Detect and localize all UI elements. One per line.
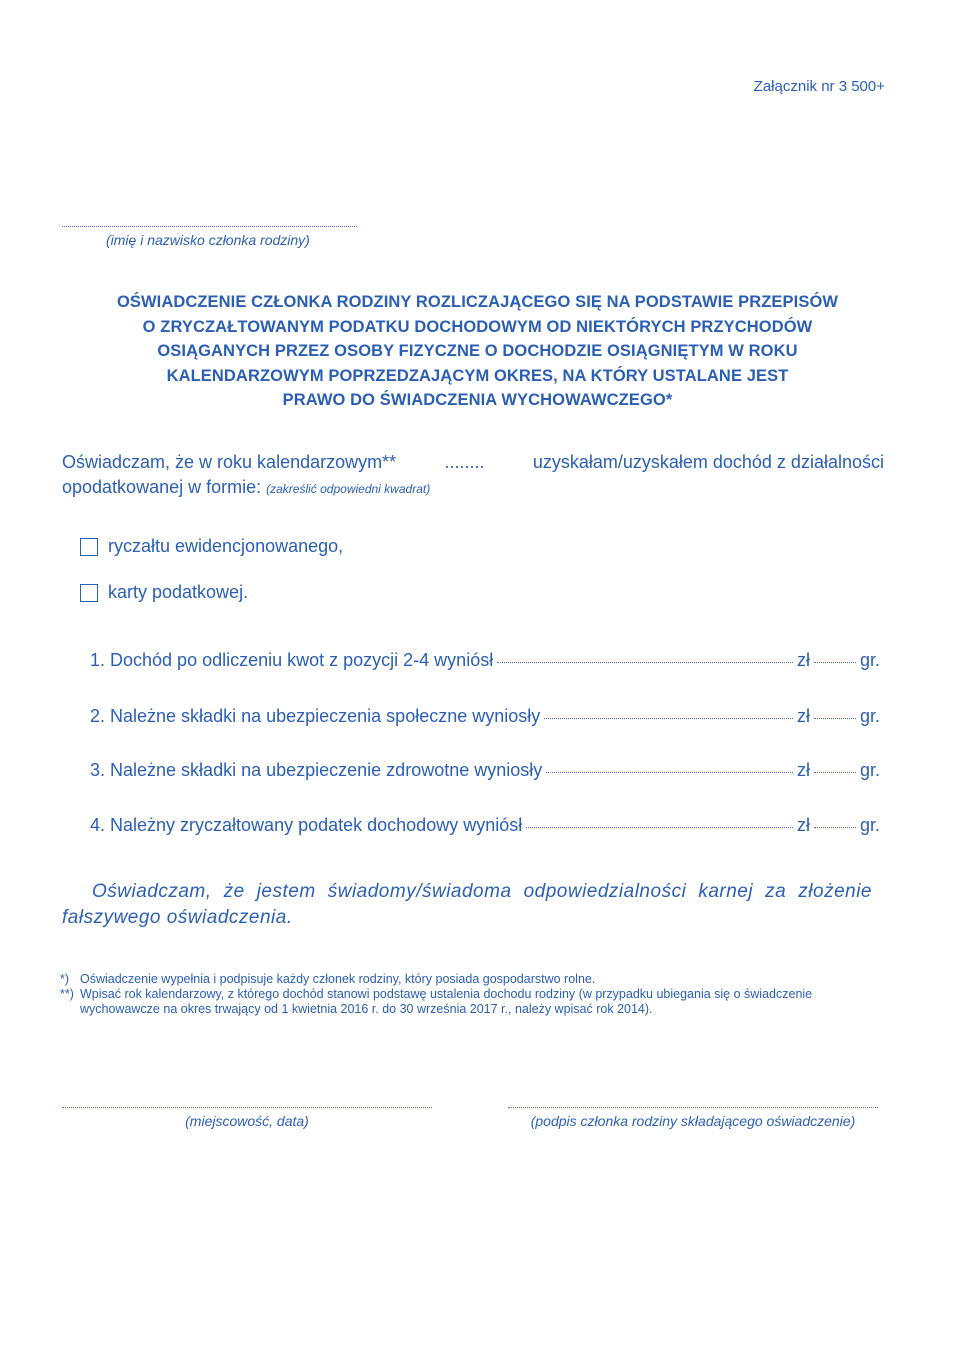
gr-unit: gr. <box>859 706 880 726</box>
income-item <box>90 650 880 671</box>
option-label: ryczałtu ewidencjonowanego, <box>108 536 344 556</box>
zl-unit: zł <box>796 650 810 670</box>
amount-zl-field[interactable] <box>526 827 793 828</box>
gr-unit: gr. <box>859 760 880 780</box>
footnote-mark: *) <box>60 972 70 986</box>
document-title <box>90 290 865 413</box>
intro-line-2 <box>62 477 884 498</box>
item-text: 4. Należny zryczałtowany podatek dochodowy wyniósł <box>90 815 523 835</box>
item-text: 2. Należne składki na ubezpieczenia społeczne wyniosły <box>90 706 541 726</box>
social-contrib-item <box>90 706 880 727</box>
option-lump-sum[interactable] <box>80 536 343 557</box>
signature-caption: (podpis członka rodziny składającego oświadczenie) <box>530 1113 856 1129</box>
place-date-caption: (miejscowość, data) <box>185 1113 309 1129</box>
amount-gr-field[interactable] <box>814 718 856 719</box>
option-tax-card[interactable] <box>80 582 248 603</box>
title-line: KALENDARZOWYM POPRZEDZAJĄCYM OKRES, NA KTÓRY USTALANE JEST <box>166 366 789 385</box>
footnote <box>60 972 878 987</box>
item-text: 3. Należne składki na ubezpieczenie zdrowotne wyniosły <box>90 760 543 780</box>
health-contrib-item <box>90 760 880 781</box>
footnote-text: Oświadczenie wypełnia i podpisuje każdy członek rodziny, który posiada gospodarstwo rolne. <box>80 972 596 986</box>
name-field-line[interactable] <box>62 226 357 227</box>
item-text: 1. Dochód po odliczeniu kwot z pozycji 2-4 wyniósł <box>90 650 494 670</box>
place-date-line[interactable] <box>62 1107 432 1108</box>
amount-zl-field[interactable] <box>544 718 793 719</box>
title-line: PRAWO DO ŚWIADCZENIA WYCHOWAWCZEGO* <box>282 391 673 409</box>
checkbox[interactable] <box>80 584 98 602</box>
amount-zl-field[interactable] <box>497 662 793 663</box>
intro-text: Oświadczam, że w roku kalendarzowym** <box>62 452 397 472</box>
gr-unit: gr. <box>859 815 880 835</box>
amount-gr-field[interactable] <box>814 827 856 828</box>
zl-unit: zł <box>796 760 810 780</box>
footnote-mark: **) <box>60 987 74 1001</box>
footnote-text: Wpisać rok kalendarzowy, z którego dochód stanowi podstawę ustalenia dochodu rodziny (w przypadku ubiegania się o świadczenie wychowawcze na okres trwający od 1 kwietnia 2016 r. do 30 września 2017 r., należy wpisać rok 2014). <box>80 987 813 1016</box>
intro-hint: (zakreślić odpowiedni kwadrat) <box>266 482 431 496</box>
gr-unit: gr. <box>859 650 880 670</box>
amount-gr-field[interactable] <box>814 662 856 663</box>
option-label: karty podatkowej. <box>108 582 249 602</box>
title-line: OSIĄGANYCH PRZEZ OSOBY FIZYCZNE O DOCHODZIE OSIĄGNIĘTYM W ROKU <box>157 342 798 360</box>
intro-line-1 <box>62 452 884 473</box>
title-line: O ZRYCZAŁTOWANYM PODATKU DOCHODOWYM OD NIEKTÓRYCH PRZYCHODÓW <box>142 317 813 336</box>
checkbox[interactable] <box>80 538 98 556</box>
footnote <box>60 987 878 1017</box>
zl-unit: zł <box>796 706 810 726</box>
tax-item <box>90 815 880 836</box>
name-field-caption: (imię i nazwisko członka rodziny) <box>106 232 310 248</box>
intro-text: uzyskałam/uzyskałem dochód z działalności <box>532 452 884 472</box>
intro-text: opodatkowanej w formie: <box>62 477 262 497</box>
liability-declaration: Oświadczam, że jestem świadomy/świadoma odpowiedzialności karnej za złożenie fałszywego oświadczenia. <box>62 881 872 928</box>
zl-unit: zł <box>796 815 810 835</box>
attachment-label: Załącznik nr 3 500+ <box>753 78 885 95</box>
year-field[interactable]: ........ <box>444 452 485 472</box>
title-line: OŚWIADCZENIE CZŁONKA RODZINY ROZLICZAJĄCEGO SIĘ NA PODSTAWIE PRZEPISÓW <box>116 293 839 311</box>
signature-line[interactable] <box>508 1107 878 1108</box>
amount-zl-field[interactable] <box>546 772 793 773</box>
footnotes <box>60 972 878 1017</box>
amount-gr-field[interactable] <box>814 772 856 773</box>
